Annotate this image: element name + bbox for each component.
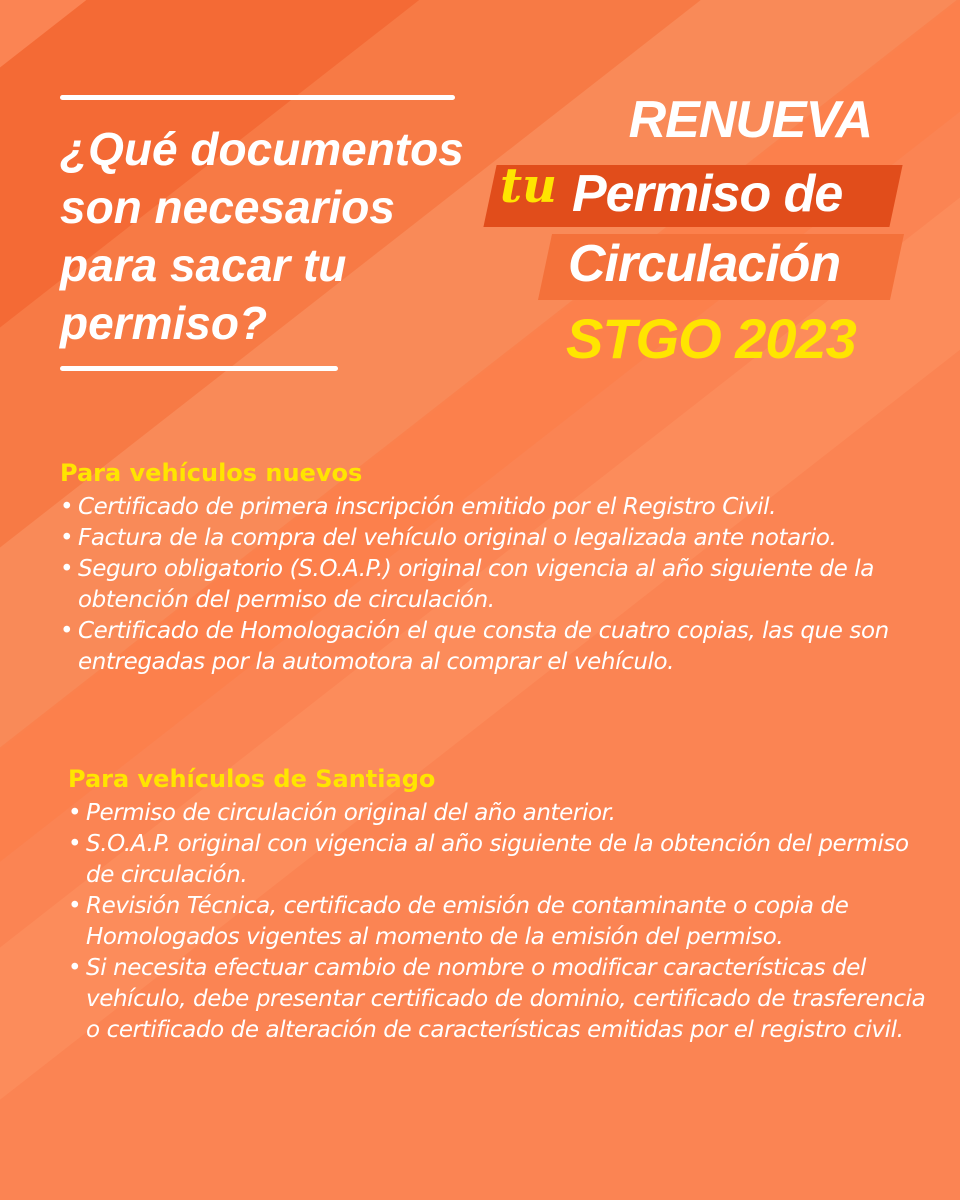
title-permiso-de: Permiso de [572, 165, 843, 223]
requirements-list [60, 492, 940, 678]
list-item: • Revisión Técnica, certificado de emisión de contaminante o copia de Homologados vigentes al momento de la emisión del permiso. [68, 891, 938, 953]
question-heading [60, 120, 480, 352]
section-heading: Para vehículos de Santiago [68, 765, 436, 793]
section-new-vehicles [60, 458, 940, 678]
list-item: • Certificado de Homologación el que consta de cuatro copias, las que son entregadas por la automotora al comprar el vehículo. [60, 616, 940, 678]
list-item: • S.O.A.P. original con vigencia al año siguiente de la obtención del permiso de circulación. [68, 829, 938, 891]
question-line: permiso? [60, 297, 268, 349]
bottom-divider-line [60, 366, 338, 371]
question-line: son necesarios [60, 181, 395, 233]
list-item: • Si necesita efectuar cambio de nombre o modificar características del vehículo, debe presentar certificado de dominio, certificado de trasferencia o certificado de alteración de características emitidas por el registro civil. [68, 953, 938, 1046]
title-renueva: RENUEVA [628, 91, 872, 149]
requirements-list [68, 798, 938, 1046]
title-tu: tu [500, 158, 558, 214]
title-circulacion: Circulación [568, 235, 841, 293]
section-heading: Para vehículos nuevos [60, 459, 363, 487]
top-divider-line [60, 95, 455, 100]
title-stgo-2023: STGO 2023 [566, 307, 856, 370]
list-item: • Seguro obligatorio (S.O.A.P.) original con vigencia al año siguiente de la obtención del permiso de circulación. [60, 554, 940, 616]
question-line: ¿Qué documentos [60, 123, 464, 175]
section-santiago-vehicles [68, 764, 938, 1046]
list-item: • Permiso de circulación original del año anterior. [68, 798, 938, 829]
list-item: • Factura de la compra del vehículo original o legalizada ante notario. [60, 523, 940, 554]
question-line: para sacar tu [60, 239, 347, 291]
list-item: • Certificado de primera inscripción emitido por el Registro Civil. [60, 492, 940, 523]
